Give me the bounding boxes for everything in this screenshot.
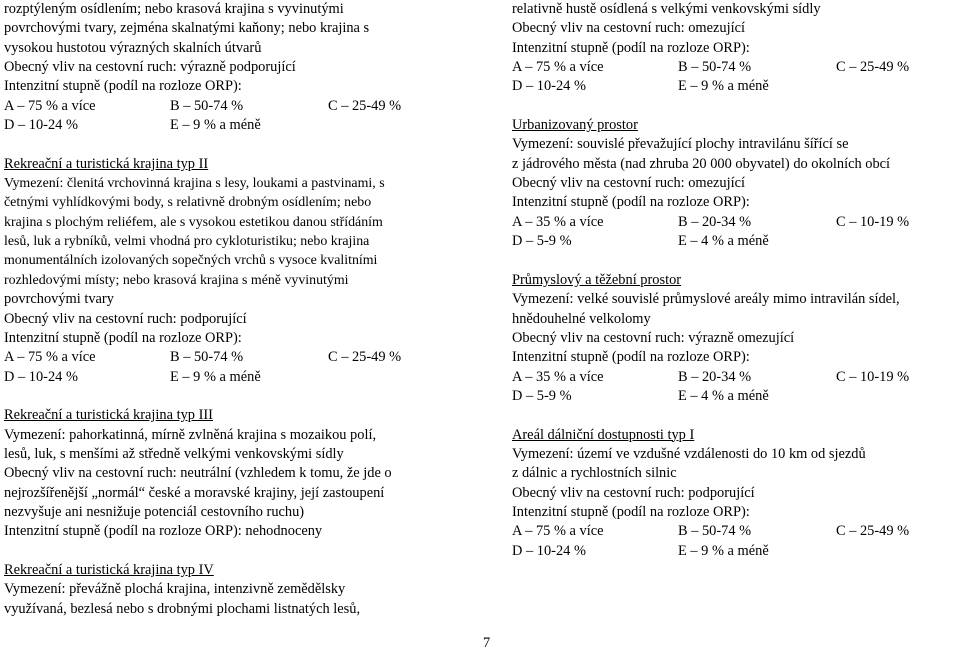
- section-title-type3: Rekreační a turistická krajina typ III: [4, 407, 213, 424]
- intensity-cell: D – 5-9 %: [512, 233, 572, 250]
- text-line: vysokou hustotou výrazných skalních útvarů: [4, 39, 262, 56]
- text-line: Obecný vliv na cestovní ruch: výrazně omezující: [512, 329, 795, 346]
- intensity-row: [512, 387, 960, 406]
- section-title-highway: Areál dálniční dostupnosti typ I: [512, 426, 695, 443]
- intensity-cell: A – 75 % a více: [4, 349, 96, 366]
- intensity-cell: D – 5-9 %: [512, 387, 572, 404]
- intensity-cell: B – 20-34 %: [678, 213, 752, 230]
- intensity-cell: B – 50-74 %: [170, 349, 244, 366]
- text-line: Intenzitní stupně (podíl na rozloze ORP): nehodnoceny: [4, 523, 323, 540]
- text-line: rozhledovými místy; nebo krasová krajina s méně vyvinutými: [4, 272, 349, 288]
- text-line: Vymezení: velké souvislé průmyslové areály mimo intravilán sídel,: [512, 291, 900, 308]
- intensity-cell: D – 10-24 %: [4, 368, 78, 385]
- intensity-cell: E – 9 % a méně: [170, 368, 261, 385]
- intensity-cell: C – 10-19 %: [836, 368, 910, 385]
- text-line: Vymezení: členitá vrchovinná krajina s lesy, loukami a pastvinami, s: [4, 176, 385, 192]
- text-line: z jádrového města (nad zhruba 20 000 obyvatel) do okolních obcí: [512, 155, 891, 172]
- intensity-row: [4, 348, 474, 367]
- intensity-cell: B – 50-74 %: [678, 523, 752, 540]
- text-line: Obecný vliv na cestovní ruch: omezující: [512, 20, 745, 37]
- intensity-cell: A – 35 % a více: [512, 213, 604, 230]
- text-line: Intenzitní stupně (podíl na rozloze ORP):: [4, 329, 242, 346]
- intensity-row: [4, 368, 474, 387]
- section-title-urban: Urbanizovaný prostor: [512, 117, 638, 134]
- text-line: nezvyšuje ani nesnižuje potenciál cestovního ruchu): [4, 503, 305, 520]
- intensity-cell: E – 9 % a méně: [678, 542, 769, 559]
- text-line: monumentálních izolovaných sopečných vrchů s vysoce kvalitními: [4, 253, 378, 269]
- text-line: Obecný vliv na cestovní ruch: neutrální (vzhledem k tomu, že jde o: [4, 465, 392, 482]
- left-column: [4, 0, 474, 619]
- text-line: krajina s plochým reliéfem, ale s vysokou estetikou danou střídáním: [4, 214, 383, 230]
- intensity-row: [512, 368, 960, 387]
- text-line: Obecný vliv na cestovní ruch: podporující: [512, 484, 755, 501]
- section-title-type2: Rekreační a turistická krajina typ II: [4, 155, 209, 172]
- intensity-cell: B – 20-34 %: [678, 368, 752, 385]
- intensity-cell: C – 25-49 %: [836, 523, 910, 540]
- text-line: Obecný vliv na cestovní ruch: výrazně podporující: [4, 59, 296, 76]
- text-line: Obecný vliv na cestovní ruch: omezující: [512, 175, 745, 192]
- intensity-cell: B – 50-74 %: [170, 97, 244, 114]
- intensity-row: [4, 116, 474, 135]
- text-line: nejrozšířenější „normál“ české a moravské krajiny, její zastoupení: [4, 484, 385, 501]
- intensity-row: [512, 522, 960, 541]
- intensity-row: [512, 213, 960, 232]
- text-line: Vymezení: území ve vzdušné vzdálenosti do 10 km od sjezdů: [512, 445, 866, 462]
- intensity-row: [512, 232, 960, 251]
- intensity-cell: C – 10-19 %: [836, 213, 910, 230]
- text-line: hnědouhelné velkolomy: [512, 310, 651, 327]
- text-line: Intenzitní stupně (podíl na rozloze ORP):: [512, 39, 750, 56]
- intensity-cell: D – 10-24 %: [512, 78, 586, 95]
- text-line: Intenzitní stupně (podíl na rozloze ORP):: [512, 503, 750, 520]
- intensity-cell: B – 50-74 %: [678, 59, 752, 76]
- text-line: povrchovými tvary: [4, 291, 114, 308]
- text-line: relativně hustě osídlená s velkými venkovskými sídly: [512, 1, 821, 17]
- text-line: Vymezení: pahorkatinná, mírně zvlněná krajina s mozaikou polí,: [4, 426, 377, 443]
- intensity-cell: E – 4 % a méně: [678, 387, 769, 404]
- text-line: využívaná, bezlesá nebo s drobnými plochami listnatých lesů,: [4, 600, 361, 617]
- intensity-cell: C – 25-49 %: [836, 59, 910, 76]
- intensity-row: [512, 542, 960, 561]
- text-line: Intenzitní stupně (podíl na rozloze ORP):: [4, 78, 242, 95]
- text-line: rozptýleným osídlením; nebo krasová krajina s vyvinutými: [4, 1, 344, 17]
- page-number: 7: [483, 635, 491, 651]
- intensity-cell: D – 10-24 %: [512, 542, 586, 559]
- intensity-cell: E – 9 % a méně: [170, 117, 261, 134]
- intensity-row: [512, 58, 960, 77]
- right-column: [512, 0, 960, 561]
- text-line: lesů, luk, s menšími až středně velkými venkovskými sídly: [4, 445, 344, 462]
- text-line: Vymezení: převážně plochá krajina, intenzivně zemědělsky: [4, 581, 346, 598]
- text-line: z dálnic a rychlostních silnic: [512, 465, 677, 482]
- intensity-cell: D – 10-24 %: [4, 117, 78, 134]
- text-line: četnými vyhlídkovými body, s relativně drobným osídlením; nebo: [4, 195, 372, 211]
- text-line: Vymezení: souvislé převažující plochy intravilánu šířící se: [512, 136, 849, 153]
- intensity-cell: C – 25-49 %: [328, 349, 402, 366]
- intensity-cell: A – 75 % a více: [512, 59, 604, 76]
- intensity-cell: E – 4 % a méně: [678, 233, 769, 250]
- text-line: Obecný vliv na cestovní ruch: podporující: [4, 310, 247, 327]
- section-title-type4: Rekreační a turistická krajina typ IV: [4, 561, 214, 578]
- intensity-row: [512, 77, 960, 96]
- intensity-cell: E – 9 % a méně: [678, 78, 769, 95]
- intensity-cell: A – 75 % a více: [512, 523, 604, 540]
- text-line: Intenzitní stupně (podíl na rozloze ORP):: [512, 194, 750, 211]
- text-line: povrchovými tvary, zejména skalnatými kaňony; nebo krajina s: [4, 20, 370, 37]
- intensity-cell: A – 75 % a více: [4, 97, 96, 114]
- text-line: Intenzitní stupně (podíl na rozloze ORP):: [512, 349, 750, 366]
- intensity-cell: A – 35 % a více: [512, 368, 604, 385]
- intensity-cell: C – 25-49 %: [328, 97, 402, 114]
- text-line: lesů, luk a rybníků, velmi vhodná pro cykloturistiku; nebo krajina: [4, 234, 370, 250]
- intensity-row: [4, 97, 474, 116]
- section-title-industry: Průmyslový a těžební prostor: [512, 271, 682, 288]
